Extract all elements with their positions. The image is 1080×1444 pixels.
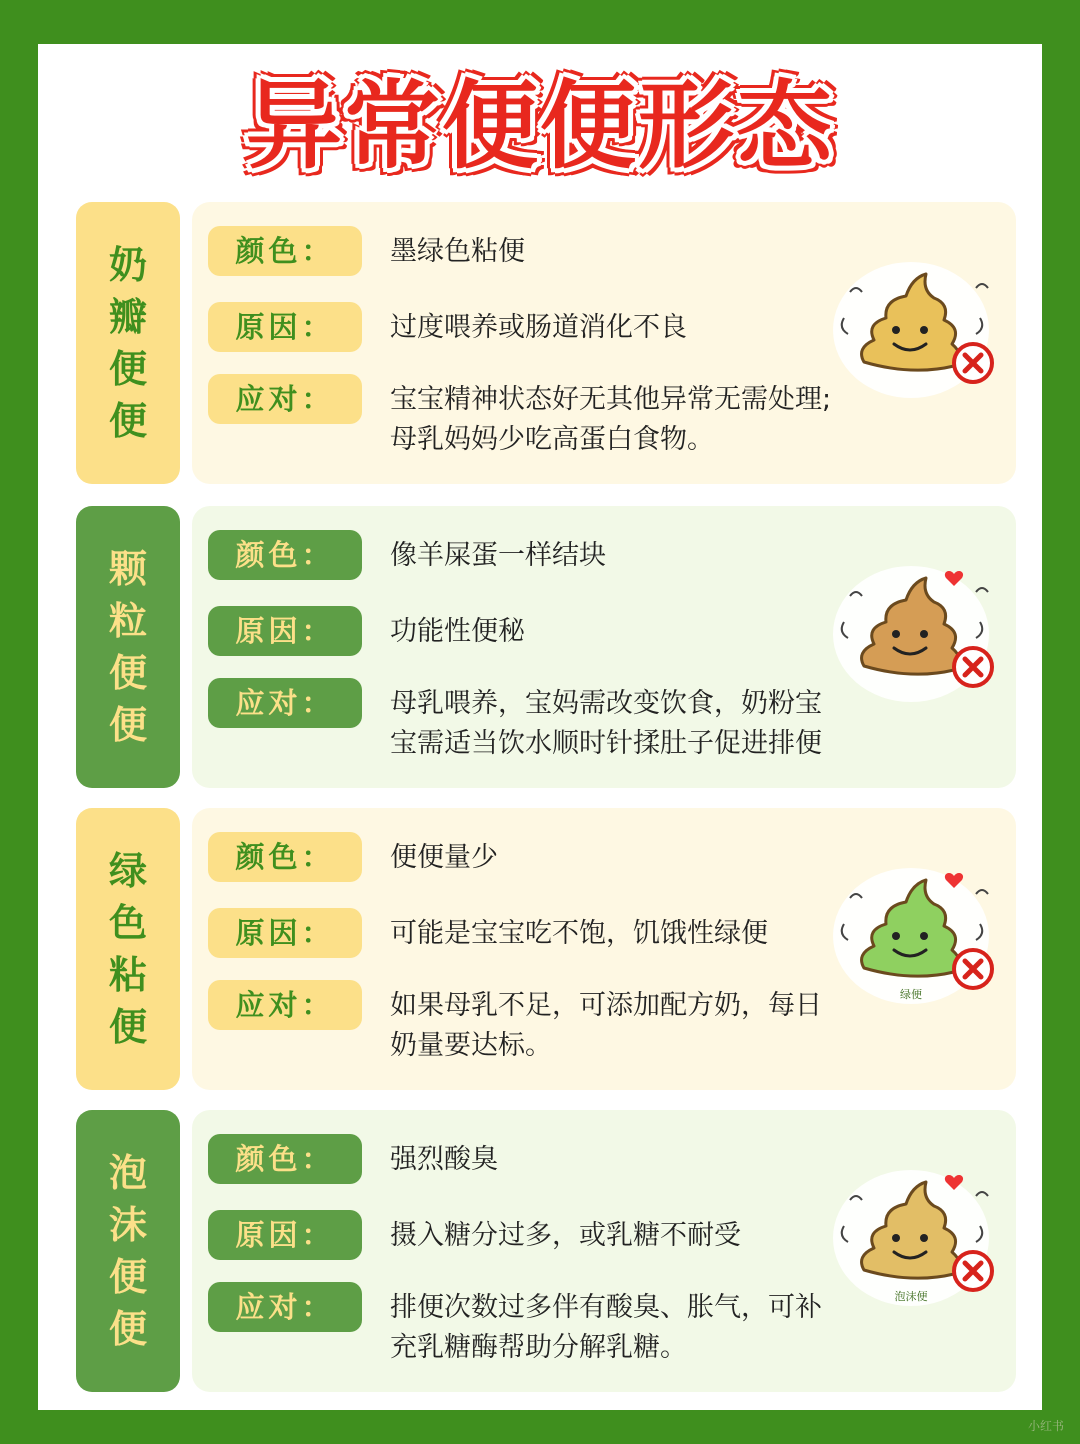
response-label: 应对： <box>208 1282 362 1332</box>
color-label: 颜色： <box>208 1134 362 1184</box>
color-row <box>208 1134 836 1186</box>
page-title: 异常便便形态 <box>246 70 834 182</box>
section-title-char: 粒 <box>108 599 147 643</box>
cause-row <box>208 302 836 354</box>
section-title <box>76 808 180 1090</box>
response-label: 应对： <box>208 678 362 728</box>
cause-label: 原因： <box>208 606 362 656</box>
section-title-char: 沫 <box>108 1203 147 1247</box>
section-title-char: 绿 <box>108 849 147 893</box>
color-label: 颜色： <box>208 530 362 580</box>
response-value <box>390 380 836 460</box>
response-line: 奶量要达标。 <box>390 1030 552 1061</box>
color-value: 墨绿色粘便 <box>390 236 525 267</box>
section-title-char: 便 <box>108 347 147 391</box>
color-row <box>208 226 836 278</box>
section-card <box>76 202 1016 484</box>
section-title-char: 颗 <box>108 547 147 591</box>
response-line: 宝需适当饮水顺时针揉肚子促进排便 <box>390 728 822 759</box>
section-card <box>76 506 1016 788</box>
color-label: 颜色： <box>208 226 362 276</box>
section-title-char: 泡 <box>108 1151 147 1195</box>
response-line: 母乳妈妈少吃高蛋白食物。 <box>390 424 714 455</box>
response-line: 母乳喂养，宝妈需改变饮食，奶粉宝 <box>390 688 822 719</box>
no-entry-icon <box>950 644 996 690</box>
mascot-caption: 绿便 <box>900 988 922 1001</box>
cause-label: 原因： <box>208 908 362 958</box>
section-panel <box>192 202 1016 484</box>
response-line: 宝宝精神状态好无其他异常无需处理; <box>390 384 832 415</box>
response-row <box>208 980 836 1061</box>
section-title-char: 便 <box>108 703 147 747</box>
cause-value: 功能性便秘 <box>390 616 525 647</box>
section-title-char: 便 <box>108 1005 147 1049</box>
color-row <box>208 832 836 884</box>
cause-value: 过度喂养或肠道消化不良 <box>390 312 687 343</box>
response-value <box>390 1288 836 1368</box>
section-title-char: 瓣 <box>108 295 147 339</box>
response-row <box>208 374 836 455</box>
response-label: 应对： <box>208 980 362 1030</box>
response-value <box>390 986 836 1066</box>
color-row <box>208 530 836 582</box>
cause-value: 可能是宝宝吃不饱，饥饿性绿便 <box>390 918 768 949</box>
response-line: 充乳糖酶帮助分解乳糖。 <box>390 1332 687 1363</box>
section-title <box>76 1110 180 1392</box>
section-title-char: 便 <box>108 1307 147 1351</box>
section-panel <box>192 1110 1016 1392</box>
cause-row <box>208 908 836 960</box>
cause-row <box>208 1210 836 1262</box>
section-title-char: 便 <box>108 1255 147 1299</box>
color-value: 便便量少 <box>390 842 498 873</box>
cause-label: 原因： <box>208 1210 362 1260</box>
color-value: 强烈酸臭 <box>390 1144 498 1175</box>
section-card <box>76 1110 1016 1392</box>
mascot-caption: 泡沫便 <box>894 1290 928 1303</box>
watermark: 小红书 <box>1027 1419 1064 1433</box>
response-line: 排便次数过多伴有酸臭、胀气，可补 <box>390 1292 822 1323</box>
no-entry-icon <box>950 340 996 386</box>
cause-value: 摄入糖分过多，或乳糖不耐受 <box>390 1220 741 1251</box>
section-card <box>76 808 1016 1090</box>
section-title-char: 便 <box>108 399 147 443</box>
no-entry-icon <box>950 946 996 992</box>
section-title-char: 便 <box>108 651 147 695</box>
response-label: 应对： <box>208 374 362 424</box>
section-title-char: 粘 <box>108 953 147 997</box>
section-title-char: 色 <box>108 901 147 945</box>
color-label: 颜色： <box>208 832 362 882</box>
response-row <box>208 678 836 759</box>
section-panel <box>192 506 1016 788</box>
section-title-char: 奶 <box>108 243 147 287</box>
no-entry-icon <box>950 1248 996 1294</box>
cause-row <box>208 606 836 658</box>
response-line: 如果母乳不足，可添加配方奶，每日 <box>390 990 822 1021</box>
color-value: 像羊屎蛋一样结块 <box>390 540 606 571</box>
section-title <box>76 202 180 484</box>
section-title <box>76 506 180 788</box>
cause-label: 原因： <box>208 302 362 352</box>
section-panel <box>192 808 1016 1090</box>
response-row <box>208 1282 836 1363</box>
response-value <box>390 684 836 764</box>
